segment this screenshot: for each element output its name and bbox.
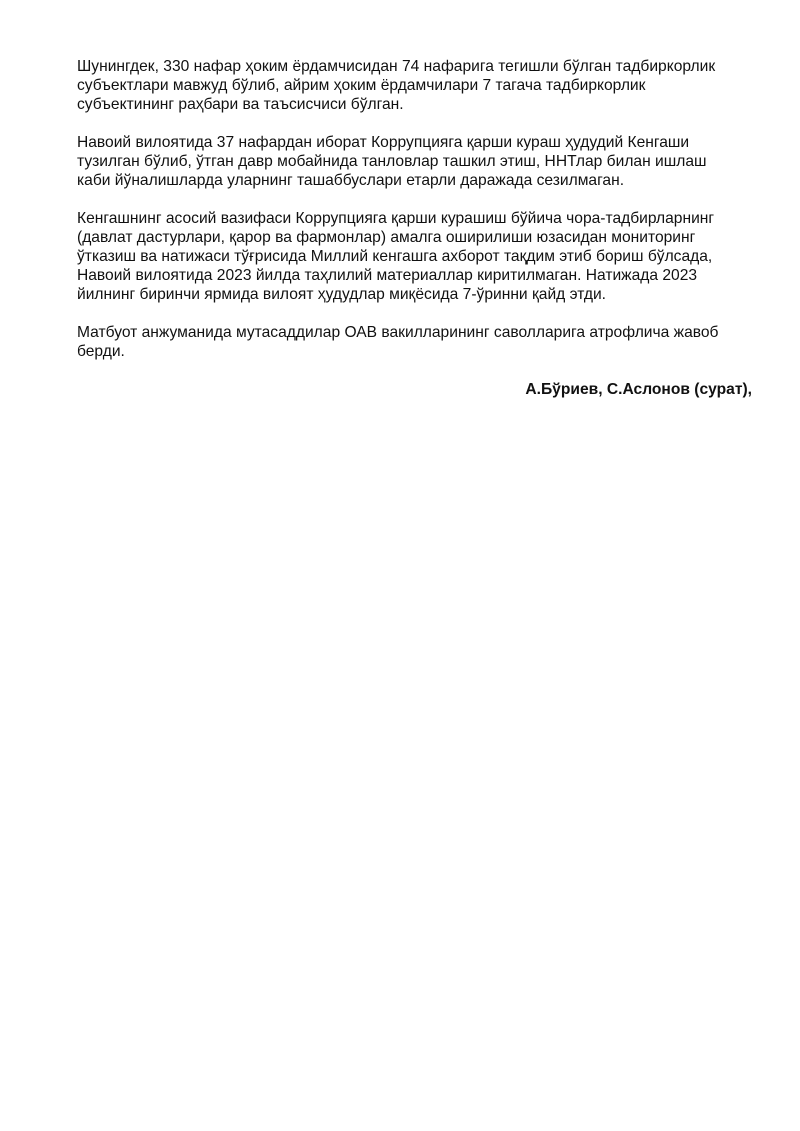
paragraph-press-conference: Матбуот анжуманида мутасаддилар ОАВ вакилларининг саволларига атрофлича жавоб берди. [77,324,719,360]
author-signature: А.Бўриев, С.Аслонов (сурат), [525,381,752,398]
document-body [77,57,757,399]
paragraph-council: Навоий вилоятида 37 нафардан иборат Коррупцияга қарши кураш ҳудудий Кенгаши тузилган бўлиб, ўтган давр мобайнида танловлар ташкил этиш, ННТлар билан ишлаш каби йўналишларда уларнинг ташаббуслари етарли даражада сезилмаган. [77,134,707,189]
paragraph-council-tasks: Кенгашнинг асосий вазифаси Коррупцияга қарши курашиш бўйича чора-тадбирларнинг (давлат дастурлари, қарор ва фармонлар) амалга оширилиши юзасидан мониторинг ўтказиш ва натижаси тўғрисида Миллий кенгашга ахборот тақдим этиб бориш бўлсада, Навоий вилоятида 2023 йилда таҳлилий материаллар киритилмаган. Натижада 2023 йилнинг биринчи ярмида вилоят ҳудудлар миқёсида 7-ўринни қайд этди. [77,210,715,303]
paragraph-assistants: Шунингдек, 330 нафар ҳоким ёрдамчисидан 74 нафарига тегишли бўлган тадбиркорлик субъектлари мавжуд бўлиб, айрим ҳоким ёрдамчилари 7 тагача тадбиркорлик субъектининг раҳбари ва таъсисчиси бўлган. [77,58,716,113]
